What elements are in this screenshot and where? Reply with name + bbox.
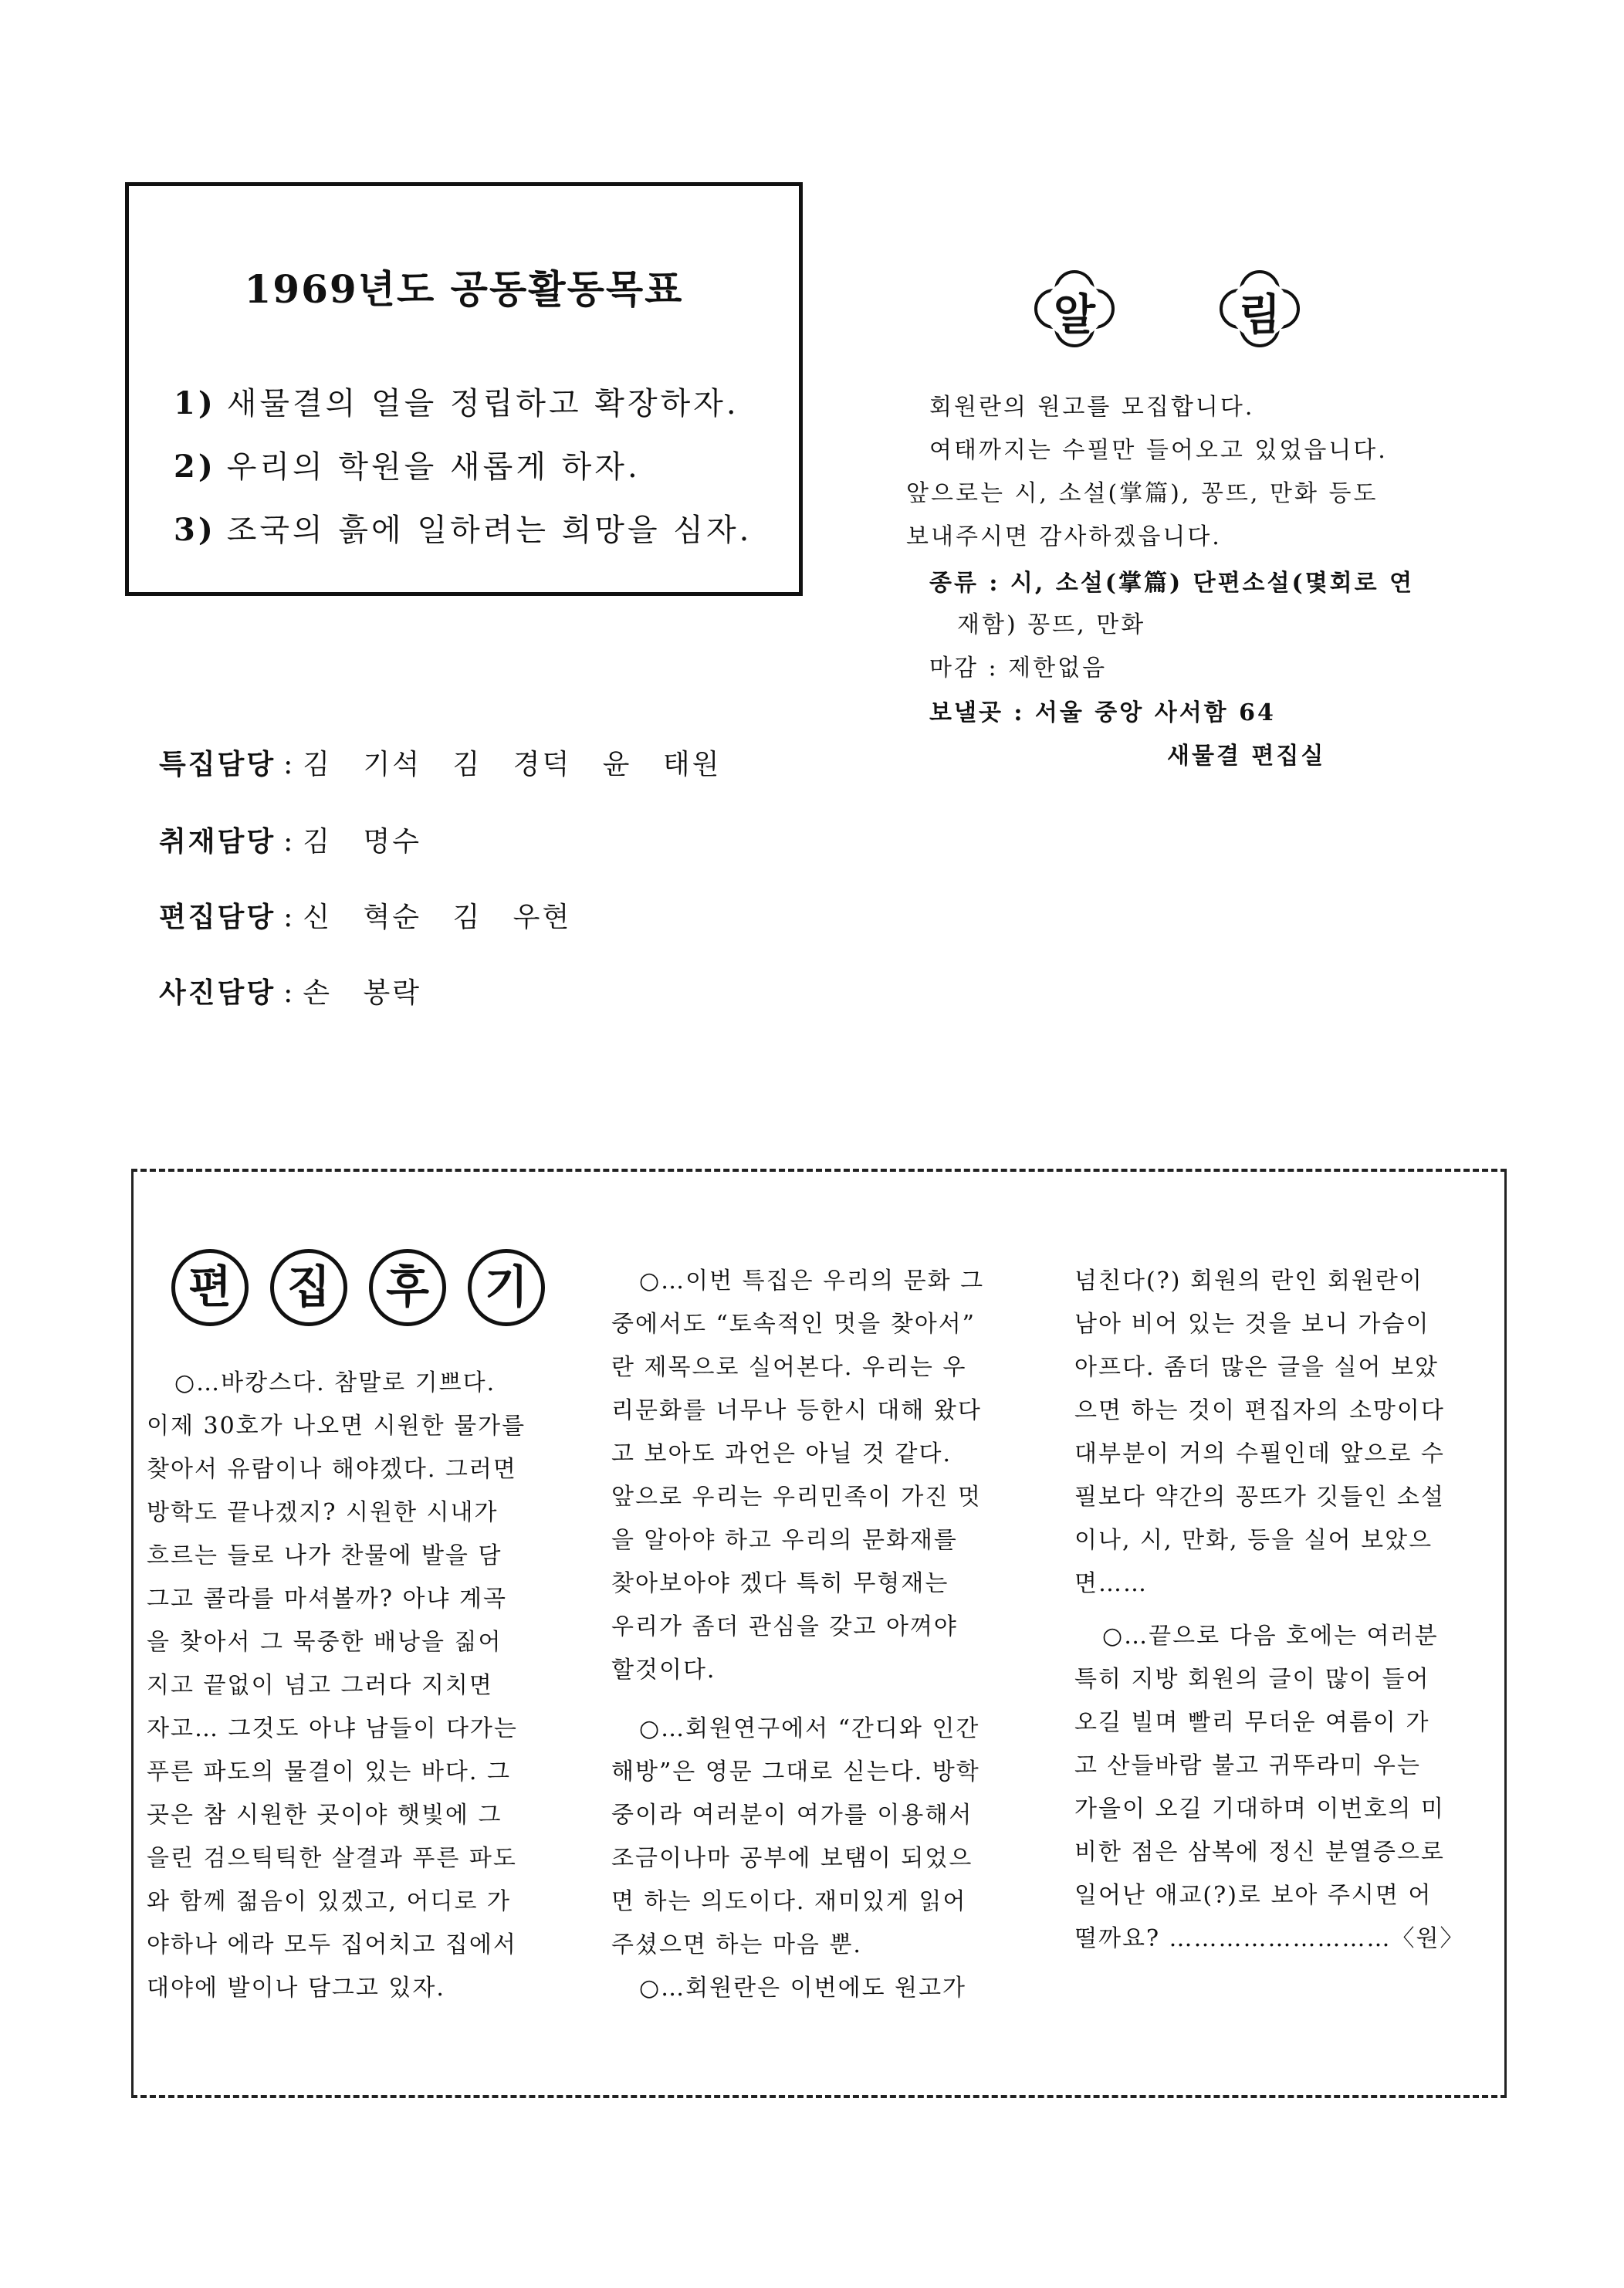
goal-item [174, 442, 641, 486]
staff-role: 특집담당 [159, 749, 276, 780]
afterword-col2-line: 란 제목으로 실어본다. 우리는 우 [611, 1354, 967, 1381]
staff-role: 편집담당 [159, 902, 276, 933]
afterword-col1-line: ○…바캉스다. 참말로 기쁘다. [174, 1369, 496, 1396]
afterword-col3-line: 남아 비어 있는 것을 보니 가슴이 [1074, 1311, 1430, 1338]
notice-line: 마감 : 제한없음 [929, 655, 1108, 682]
afterword-col2-line: 찾아보아야 겠다 특히 무형재는 [611, 1570, 949, 1597]
staff-names: 김 기석 김 경덕 윤 태원 [303, 749, 722, 780]
afterword-col1-line: 대야에 발이나 담그고 있자. [147, 1975, 445, 2002]
afterword-col2-line: ○…회원란은 이번에도 원고가 [639, 1975, 967, 2002]
goal-number: 3) [174, 512, 216, 548]
afterword-col2-line: 우리가 좀더 관심을 갖고 아껴야 [611, 1613, 958, 1640]
afterword-title-char: 편 [171, 1249, 249, 1326]
afterword-col3-line: 가을이 오길 기대하며 이번호의 미 [1074, 1796, 1445, 1823]
afterword-col3-line: 고 산들바람 불고 귀뚜라미 우는 [1074, 1752, 1421, 1779]
afterword-col1-line: 을 찾아서 그 묵중한 배낭을 짊어 [147, 1629, 502, 1656]
staff-role: 취재담당 [159, 826, 276, 858]
afterword-col1-line: 자고… 그것도 아냐 남들이 다가는 [147, 1715, 518, 1742]
afterword-col2-line: 고 보아도 과언은 아닐 것 같다. [611, 1440, 952, 1467]
afterword-col3-line: 특히 지방 회원의 글이 많이 들어 [1074, 1666, 1430, 1693]
afterword-col3-line: 비한 점은 삼복에 정신 분열증으로 [1074, 1839, 1445, 1866]
afterword-col2-line: 중에서도 “토속적인 멋을 찾아서” [611, 1311, 976, 1338]
notice-line: 재함) 꽁뜨, 만화 [957, 611, 1146, 638]
afterword-col2-line: 앞으로 우리는 우리민족이 가진 멋 [611, 1484, 982, 1511]
staff-row-editing [159, 895, 571, 935]
afterword-col1-line: 이제 30호가 나오면 시원한 물가를 [147, 1413, 526, 1440]
afterword-col3-line: 면…… [1074, 1570, 1148, 1597]
notice-title-char: 림 [1238, 290, 1281, 340]
afterword-title-char: 후 [369, 1249, 446, 1326]
afterword-col3-line: 오길 빌며 빨리 무더운 여름이 가 [1074, 1709, 1430, 1736]
afterword-col1-line: 지고 끝없이 넘고 그러다 지치면 [147, 1672, 493, 1699]
staff-role: 사진담당 [159, 977, 276, 1009]
afterword-col2-line: ○…회원연구에서 “간디와 인간 [639, 1715, 980, 1742]
afterword-title-char: 집 [270, 1249, 347, 1326]
notice-title-char: 알 [1053, 290, 1096, 340]
notice-title [1034, 270, 1312, 347]
afterword-col1-line: 와 함께 젊음이 있겠고, 어디로 가 [147, 1888, 511, 1915]
afterword-col2-line: 리문화를 너무나 등한시 대해 왔다 [611, 1397, 982, 1424]
goal-text: 우리의 학원을 새롭게 하자. [226, 449, 641, 485]
afterword-col1-line: 을린 검으틱틱한 살결과 푸른 파도 [147, 1845, 517, 1872]
afterword-col3-line: 넘친다(?) 회원의 란인 회원란이 [1074, 1268, 1423, 1295]
colon: : [283, 749, 296, 780]
afterword-col2-line: 주셨으면 하는 마음 뿐. [611, 1931, 862, 1958]
flower-frame-char [1220, 270, 1300, 347]
afterword-col2-line: 중이라 여러분이 여가를 이용해서 [611, 1802, 973, 1829]
goal-number: 1) [174, 385, 216, 421]
afterword-col3-line: 아프다. 좀더 많은 글을 실어 보았 [1074, 1354, 1439, 1381]
goal-number: 2) [174, 448, 216, 485]
staff-row-reporting [159, 820, 421, 859]
afterword-col3-line: 으면 하는 것이 편집자의 소망이다 [1074, 1397, 1445, 1424]
goals-title: 1969년도 공동활동목표 [244, 266, 684, 312]
afterword-col1-line: 그고 콜라를 마셔볼까? 아냐 계곡 [147, 1586, 507, 1613]
activity-goals-box [125, 182, 803, 596]
staff-names: 신 혁순 김 우현 [303, 902, 572, 933]
afterword-col1-line: 흐르는 들로 나가 찬물에 발을 담 [147, 1542, 502, 1569]
afterword-col2-line: 을 알아야 하고 우리의 문화재를 [611, 1527, 958, 1554]
afterword-col1-line: 방학도 끝나겠지? 시원한 시내가 [147, 1499, 499, 1526]
afterword-col2-line: 할것이다. [611, 1657, 716, 1684]
afterword-col1-line: 푸른 파도의 물결이 있는 바다. 그 [147, 1758, 511, 1785]
goal-text: 조국의 흙에 일하려는 희망을 심자. [226, 513, 753, 548]
colon: : [283, 977, 296, 1009]
notice-line: 종류 : 시, 소설(掌篇) 단편소설(몇회로 연 [929, 570, 1415, 597]
staff-names: 김 명수 [303, 826, 422, 858]
notice-line: 여태까지는 수필만 들어오고 있었읍니다. [929, 437, 1388, 464]
flower-frame-char [1034, 270, 1115, 347]
notice-line: 앞으로는 시, 소설(掌篇), 꽁뜨, 만화 등도 [906, 480, 1379, 507]
goal-item [174, 379, 739, 423]
staff-names: 손 봉락 [303, 977, 422, 1009]
afterword-col1-line: 야하나 에라 모두 집어치고 집에서 [147, 1931, 517, 1958]
afterword-title [171, 1249, 542, 1334]
afterword-col3-line: ○…끝으로 다음 호에는 여러분 [1102, 1623, 1439, 1650]
afterword-col1-line: 찾아서 유람이나 해야겠다. 그러면 [147, 1456, 517, 1483]
colon: : [283, 902, 296, 933]
afterword-col2-line: 해방”은 영문 그대로 싣는다. 방학 [611, 1758, 980, 1785]
staff-row-special [159, 743, 721, 782]
afterword-col3-line: 필보다 약간의 꽁뜨가 깃들인 소설 [1074, 1484, 1445, 1511]
colon: : [283, 826, 296, 858]
afterword-col2-line: 면 하는 의도이다. 재미있게 읽어 [611, 1888, 967, 1915]
afterword-col3-line: 일어난 애교(?)로 보아 주시면 어 [1074, 1882, 1433, 1909]
notice-line: 보내주시면 감사하겠읍니다. [906, 523, 1222, 550]
afterword-col3-line: 이나, 시, 만화, 등을 실어 보았으 [1074, 1527, 1433, 1554]
notice-signature: 새물결 편집실 [1167, 743, 1326, 770]
afterword-col2-line: ○…이번 특집은 우리의 문화 그 [639, 1268, 985, 1295]
afterword-col2-line: 조금이나마 공부에 보탬이 되었으 [611, 1845, 973, 1872]
afterword-col3-line: 대부분이 거의 수필인데 앞으로 수 [1074, 1440, 1445, 1467]
notice-line: 회원란의 원고를 모집합니다. [929, 394, 1255, 421]
afterword-col3-line: 떨까요? ………………………〈원〉 [1074, 1925, 1465, 1952]
staff-row-photo [159, 971, 421, 1010]
notice-line: 보낼곳 : 서울 중앙 사서함 64 [929, 699, 1276, 726]
afterword-col1-line: 곳은 참 시원한 곳이야 햇빛에 그 [147, 1802, 502, 1829]
goal-text: 새물결의 얼을 정립하고 확장하자. [226, 386, 739, 421]
goal-item [174, 506, 752, 550]
afterword-title-char: 기 [468, 1249, 545, 1326]
